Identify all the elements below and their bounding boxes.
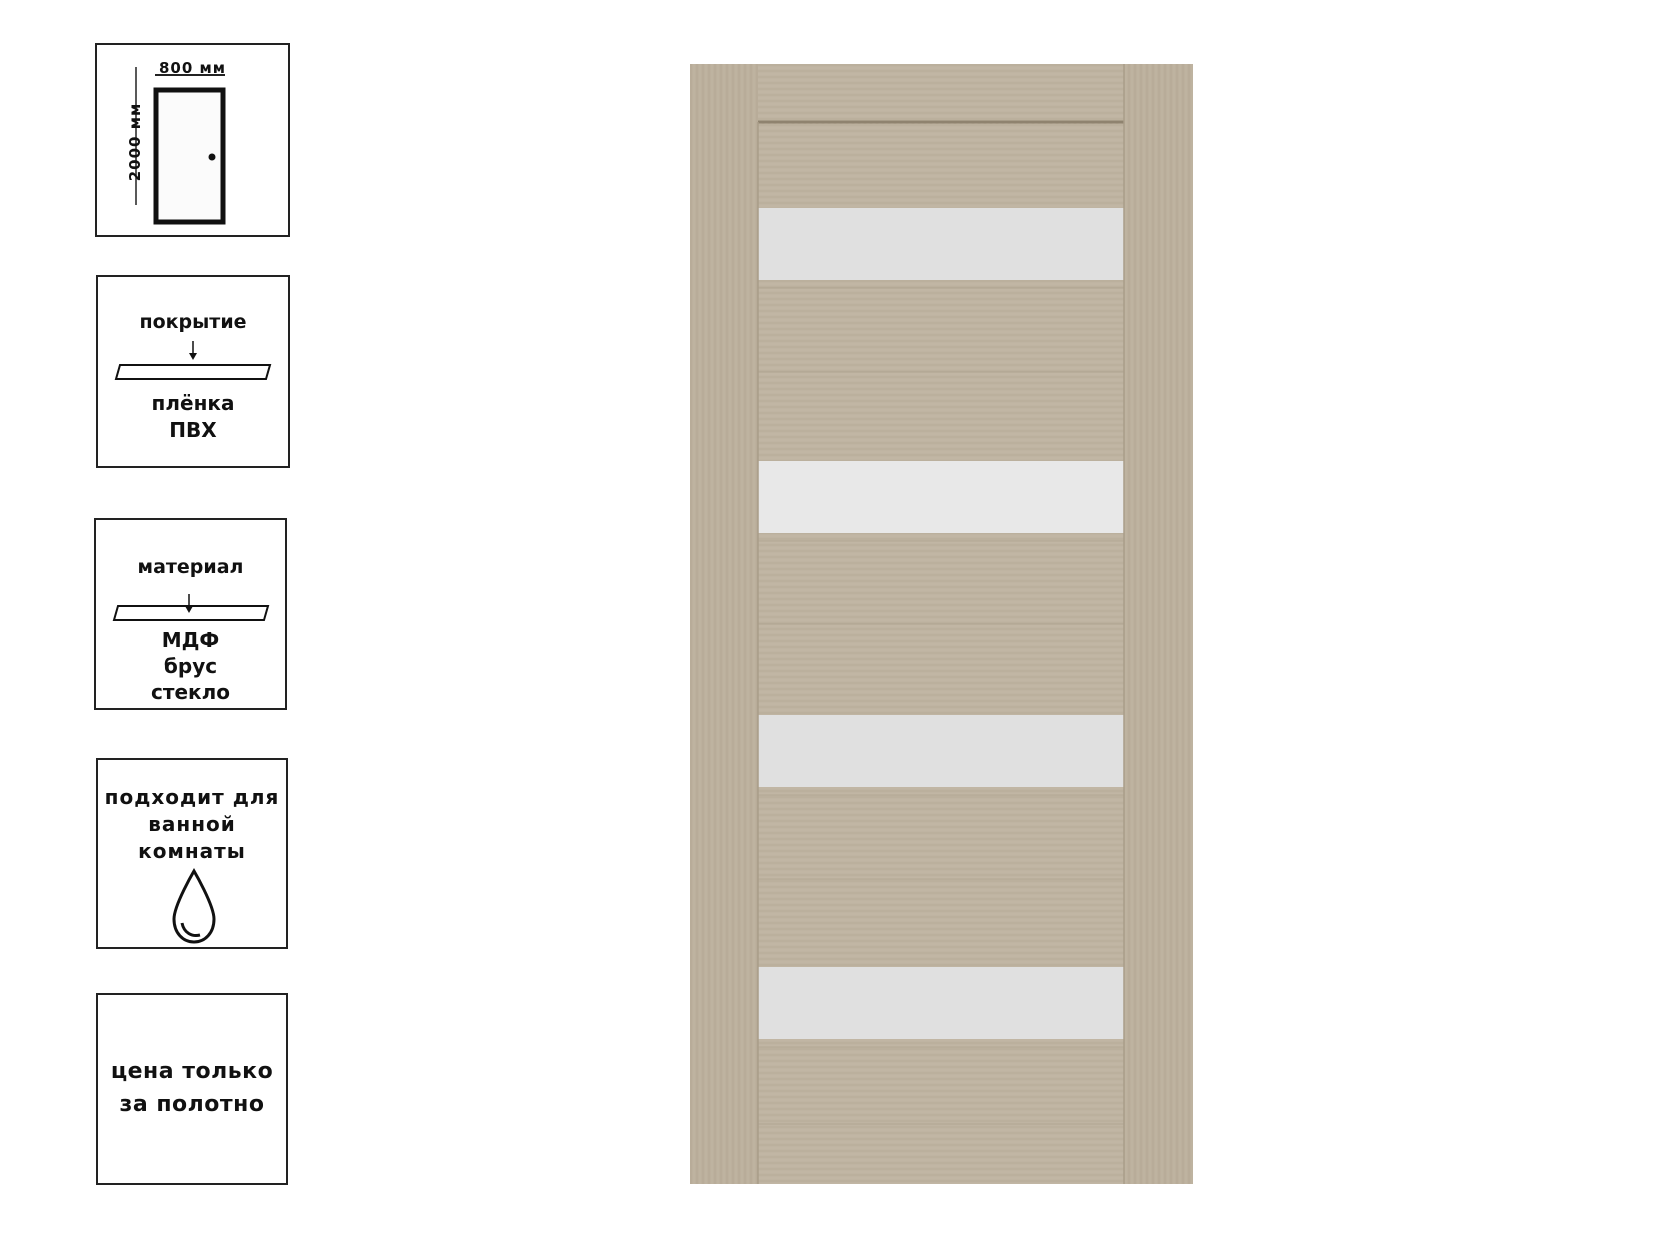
coating-value-line1: плёнка [151, 391, 235, 415]
bathroom-line1: подходит для [104, 785, 280, 809]
door-product-image [690, 64, 1193, 1184]
left-stile [690, 64, 758, 1184]
right-stile [1124, 64, 1193, 1184]
glass-panel [758, 967, 1124, 1039]
glass-panel [758, 715, 1124, 787]
layer-arrow-icon [96, 335, 290, 395]
material-item: МДФ [161, 628, 220, 652]
bathroom-line2: ванной [148, 812, 236, 836]
dimensions-card [95, 43, 290, 237]
material-title: материал [137, 556, 244, 578]
door-illustration [690, 64, 1193, 1184]
door-dimension-icon [95, 43, 290, 237]
price-note-card [96, 993, 288, 1185]
bathroom-line3: комнаты [138, 839, 246, 863]
material-item: стекло [151, 680, 230, 704]
material-card [94, 518, 287, 710]
price-note-line2: за полотно [119, 1092, 265, 1117]
coating-title: покрытие [139, 311, 247, 333]
coating-card [96, 275, 290, 468]
width-label: 800 мм [158, 59, 227, 77]
glass-panel [758, 208, 1124, 280]
material-item: брус [163, 654, 218, 678]
bathroom-card [96, 758, 288, 949]
glass-panel [758, 461, 1124, 533]
coating-value-line2: ПВХ [169, 418, 217, 442]
price-note-line1: цена только [110, 1059, 274, 1084]
height-label: 2000 мм [126, 102, 144, 182]
water-drop-icon [164, 867, 224, 947]
top-rail [758, 64, 1124, 122]
